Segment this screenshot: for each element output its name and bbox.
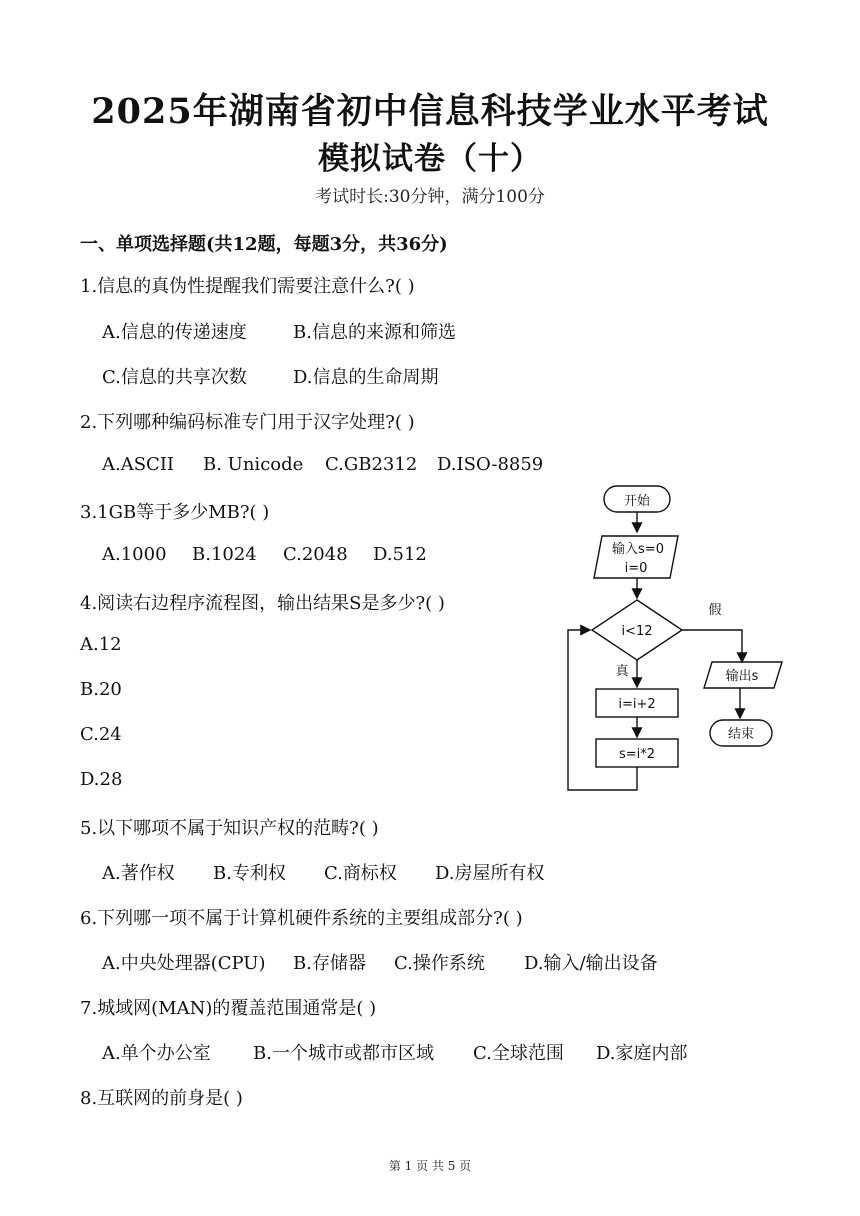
q3-option-b: B.1024: [192, 544, 257, 565]
q6-option-a: A.中央处理器(CPU): [102, 953, 266, 974]
start-label: 开始: [623, 494, 651, 509]
q1-option-b: B.信息的来源和筛选: [293, 322, 456, 343]
question-6: 6.下列哪一项不属于计算机硬件系统的主要组成部分?( ): [80, 908, 523, 929]
q6-option-d: D.输入/输出设备: [524, 953, 658, 974]
exam-subtitle-title: 模拟试卷（十）: [318, 141, 542, 177]
section-heading: 一、单项选择题(共12题，每题3分，共36分): [80, 234, 448, 255]
question-8: 8.互联网的前身是( ): [80, 1088, 243, 1109]
question-7: 7.城域网(MAN)的覆盖范围通常是( ): [80, 998, 377, 1019]
q4-option-a: A.12: [80, 634, 122, 655]
question-1: 1.信息的真伪性提醒我们需要注意什么?( ): [80, 276, 415, 297]
q7-option-b: B.一个城市或都市区域: [253, 1043, 434, 1064]
q7-option-c: C.全球范围: [473, 1043, 564, 1064]
q3-option-c: C.2048: [283, 544, 348, 565]
q4-option-d: D.28: [80, 769, 123, 790]
step-increment-label: i=i+2: [618, 697, 656, 712]
q5-option-a: A.著作权: [102, 863, 175, 884]
true-branch-label: 真: [615, 664, 629, 679]
q3-option-d: D.512: [373, 544, 427, 565]
end-label: 结束: [727, 727, 755, 742]
q2-option-b: B. Unicode: [203, 454, 304, 475]
question-4: 4.阅读右边程序流程图，输出结果S是多少?( ): [80, 593, 445, 614]
q5-option-c: C.商标权: [324, 863, 397, 884]
q5-option-b: B.专利权: [213, 863, 286, 884]
false-branch-label: 假: [708, 603, 722, 618]
output-label: 输出s: [725, 669, 759, 684]
question-2: 2.下列哪种编码标准专门用于汉字处理?( ): [80, 412, 415, 433]
program-flowchart: [560, 480, 800, 800]
exam-duration-note: 考试时长:30分钟，满分100分: [315, 187, 545, 207]
q6-option-b: B.存储器: [293, 953, 366, 974]
q7-option-a: A.单个办公室: [102, 1043, 211, 1064]
q4-option-b: B.20: [80, 679, 122, 700]
input-label-line1: 输入s=0: [612, 542, 664, 557]
q7-option-d: D.家庭内部: [596, 1043, 688, 1064]
q2-option-a: A.ASCII: [102, 454, 175, 475]
page-number: 第 1 页 共 5 页: [388, 1159, 472, 1173]
q4-option-c: C.24: [80, 724, 122, 745]
q1-option-a: A.信息的传递速度: [102, 322, 247, 343]
q1-option-d: D.信息的生命周期: [293, 367, 439, 388]
q2-option-c: C.GB2312: [325, 454, 418, 475]
q1-option-c: C.信息的共享次数: [102, 367, 247, 388]
question-3: 3.1GB等于多少MB?( ): [80, 502, 270, 523]
q3-option-a: A.1000: [102, 544, 167, 565]
input-label-line2: i=0: [624, 561, 648, 576]
q2-option-d: D.ISO-8859: [437, 454, 544, 475]
exam-title: 2025年湖南省初中信息科技学业水平考试: [91, 91, 769, 132]
condition-label: i<12: [621, 624, 653, 639]
q6-option-c: C.操作系统: [394, 953, 485, 974]
step-assign-label: s=i*2: [618, 747, 656, 762]
question-5: 5.以下哪项不属于知识产权的范畴?( ): [80, 818, 379, 839]
q5-option-d: D.房屋所有权: [435, 863, 545, 884]
